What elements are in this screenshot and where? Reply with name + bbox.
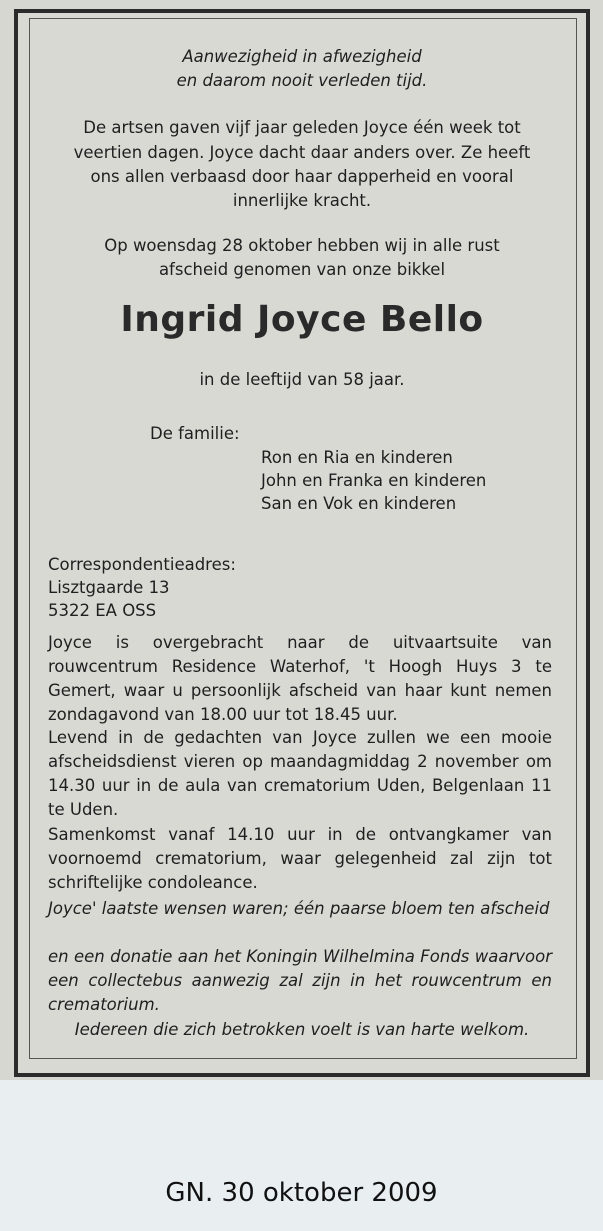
family-label: De familie: bbox=[150, 424, 240, 443]
announcement-line-2: afscheid genomen van onze bikkel bbox=[158, 260, 446, 279]
intro-line-1: De artsen gaven vijf jaar geleden Joyce één week tot bbox=[83, 118, 521, 137]
motto-line-2: en daarom nooit verleden tijd. bbox=[176, 71, 428, 90]
announcement-line-1: Op woensdag 28 oktober hebben wij in alle rust bbox=[104, 236, 500, 255]
intro-line-3: ons allen verbaasd door haar dapperheid en vooral bbox=[90, 167, 514, 186]
family-member: Ron en Ria en kinderen bbox=[261, 448, 453, 467]
intro-line-2: veertien dagen. Joyce dacht daar anders over. Ze heeft bbox=[73, 143, 531, 162]
address-street: Lisztgaarde 13 bbox=[48, 578, 170, 597]
deceased-name: Ingrid Joyce Bello bbox=[120, 299, 484, 340]
gathering-paragraph: Samenkomst vanaf 14.10 uur in de ontvangkamer van voornoemd crematorium, waar gelegenheid zal zijn tot schriftelijke condoleance. bbox=[48, 825, 552, 892]
family-member: San en Vok en kinderen bbox=[261, 494, 457, 513]
age-line: in de leeftijd van 58 jaar. bbox=[199, 370, 405, 389]
service-paragraph: Levend in de gedachten van Joyce zullen we een mooie afscheidsdienst vieren op maandagmiddag 2 november om 14.30 uur in de aula van crematorium Uden, Belgenlaan 11 te Uden. bbox=[48, 728, 552, 819]
wishes-line-1: Joyce' laatste wensen waren; één paarse bloem ten afscheid bbox=[48, 899, 550, 918]
motto-line-1: Aanwezigheid in afwezigheid bbox=[182, 47, 422, 66]
family-member: John en Franka en kinderen bbox=[261, 471, 487, 490]
intro-line-4: innerlijke kracht. bbox=[232, 191, 372, 210]
obituary-frame bbox=[14, 9, 590, 1077]
address-city: 5322 EA OSS bbox=[48, 601, 157, 620]
viewing-paragraph: Joyce is overgebracht naar de uitvaartsuite van rouwcentrum Residence Waterhof, 't Hoogh Huys 3 te Gemert, waar u persoonlijk afscheid van haar kunt nemen zondagavond van 18.00 uur tot 18.45 uur. bbox=[48, 633, 552, 724]
welcome-line: Iedereen die zich betrokken voelt is van harte welkom. bbox=[74, 1020, 530, 1039]
wishes-line-2: en een donatie aan het Koningin Wilhelmina Fonds waarvoor een collectebus aanwezig zal zijn in het rouwcentrum en crematorium. bbox=[48, 947, 552, 1014]
publication-caption: GN. 30 oktober 2009 bbox=[165, 1178, 438, 1208]
address-label: Correspondentieadres: bbox=[48, 555, 236, 574]
